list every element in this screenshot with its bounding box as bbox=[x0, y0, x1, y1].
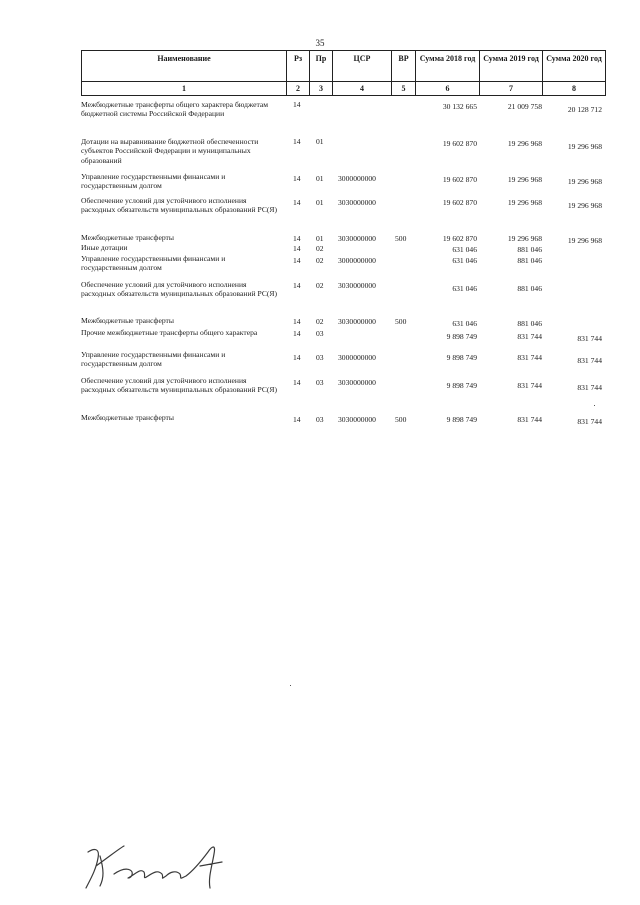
row-s2019: 21 009 758 bbox=[507, 102, 542, 111]
row-name: Межбюджетные трансферты общего характера бюджетам бюджетной системы Российской Федерации bbox=[81, 100, 269, 119]
signature-icon bbox=[70, 826, 240, 896]
row-s2018: 19 602 870 bbox=[442, 198, 477, 207]
row-s2020: 20 128 712 bbox=[567, 105, 602, 114]
header-num-4: 4 bbox=[332, 81, 392, 96]
row-pr: 02 bbox=[316, 281, 324, 290]
row-rz: 14 bbox=[293, 100, 301, 109]
row-rz: 14 bbox=[293, 174, 301, 183]
row-s2018: 9 898 749 bbox=[446, 415, 477, 424]
header-num-1: 1 bbox=[81, 81, 287, 96]
header-pr: Пр bbox=[309, 50, 333, 82]
row-pr: 03 bbox=[316, 378, 324, 387]
row-name: Обеспечение условий для устойчивого исполнения расходных обязательств муниципальных образований РС(Я) bbox=[81, 376, 278, 395]
scan-speck bbox=[594, 405, 595, 406]
header-s2018: Сумма 2018 год bbox=[415, 50, 480, 82]
row-rz: 14 bbox=[293, 234, 301, 243]
header-num-6: 6 bbox=[415, 81, 480, 96]
header-num-3: 3 bbox=[309, 81, 333, 96]
row-s2018: 631 046 bbox=[452, 256, 477, 265]
row-s2018: 631 046 bbox=[452, 319, 477, 328]
header-num-5: 5 bbox=[391, 81, 416, 96]
row-csr: 3030000000 bbox=[338, 317, 376, 326]
row-pr: 01 bbox=[316, 198, 324, 207]
row-s2019: 19 296 968 bbox=[507, 175, 542, 184]
row-csr: 3030000000 bbox=[338, 281, 376, 290]
row-pr: 01 bbox=[316, 234, 324, 243]
row-s2018: 30 132 665 bbox=[442, 102, 477, 111]
row-s2019: 19 296 968 bbox=[507, 234, 542, 243]
row-pr: 02 bbox=[316, 256, 324, 265]
row-pr: 02 bbox=[316, 317, 324, 326]
row-rz: 14 bbox=[293, 353, 301, 362]
row-name: Межбюджетные трансферты bbox=[81, 233, 174, 242]
row-csr: 3030000000 bbox=[338, 415, 376, 424]
header-s2020: Сумма 2020 год bbox=[542, 50, 606, 82]
row-rz: 14 bbox=[293, 137, 301, 146]
header-num-7: 7 bbox=[479, 81, 543, 96]
row-s2019: 881 046 bbox=[517, 284, 542, 293]
row-pr: 01 bbox=[316, 137, 324, 146]
row-s2018: 9 898 749 bbox=[446, 381, 477, 390]
row-s2019: 19 296 968 bbox=[507, 139, 542, 148]
row-name: Управление государственными финансами и государственным долгом bbox=[81, 254, 226, 273]
row-rz: 14 bbox=[293, 329, 301, 338]
row-name: Дотации на выравнивание бюджетной обеспеченности субъектов Российской Федерации и муниципальных образований bbox=[81, 137, 259, 165]
header-csr: ЦСР bbox=[332, 50, 392, 82]
row-s2018: 19 602 870 bbox=[442, 234, 477, 243]
row-csr: 3000000000 bbox=[338, 256, 376, 265]
row-s2020: 831 744 bbox=[577, 356, 602, 365]
row-s2019: 831 744 bbox=[517, 332, 542, 341]
row-rz: 14 bbox=[293, 378, 301, 387]
row-name: Обеспечение условий для устойчивого исполнения расходных обязательств муниципальных образований РС(Я) bbox=[81, 196, 278, 215]
row-vr: 500 bbox=[395, 415, 407, 424]
row-pr: 02 bbox=[316, 244, 324, 253]
row-s2020: 831 744 bbox=[577, 334, 602, 343]
row-s2018: 9 898 749 bbox=[446, 332, 477, 341]
row-name: Управление государственными финансами и государственным долгом bbox=[81, 350, 226, 369]
header-vr: ВР bbox=[391, 50, 416, 82]
row-s2019: 831 744 bbox=[517, 381, 542, 390]
row-rz: 14 bbox=[293, 281, 301, 290]
row-s2019: 881 046 bbox=[517, 256, 542, 265]
row-s2020: 19 296 968 bbox=[567, 142, 602, 151]
row-vr: 500 bbox=[395, 317, 407, 326]
row-csr: 3030000000 bbox=[338, 198, 376, 207]
page-number: 35 bbox=[315, 38, 325, 48]
row-s2020: 831 744 bbox=[577, 383, 602, 392]
row-csr: 3000000000 bbox=[338, 174, 376, 183]
row-rz: 14 bbox=[293, 317, 301, 326]
row-rz: 14 bbox=[293, 198, 301, 207]
row-name: Иные дотации bbox=[81, 243, 128, 252]
row-name: Межбюджетные трансферты bbox=[81, 413, 174, 422]
row-s2019: 881 046 bbox=[517, 319, 542, 328]
row-name: Управление государственными финансами и государственным долгом bbox=[81, 172, 226, 191]
row-rz: 14 bbox=[293, 256, 301, 265]
row-s2019: 19 296 968 bbox=[507, 198, 542, 207]
row-s2019: 881 046 bbox=[517, 245, 542, 254]
row-name: Прочие межбюджетные трансферты общего характера bbox=[81, 328, 258, 337]
row-s2018: 19 602 870 bbox=[442, 139, 477, 148]
row-s2019: 831 744 bbox=[517, 415, 542, 424]
header-rz: Рз bbox=[286, 50, 310, 82]
scan-speck bbox=[290, 685, 291, 686]
row-pr: 03 bbox=[316, 415, 324, 424]
row-name: Межбюджетные трансферты bbox=[81, 316, 174, 325]
row-s2020: 831 744 bbox=[577, 417, 602, 426]
row-s2018: 9 898 749 bbox=[446, 353, 477, 362]
row-pr: 03 bbox=[316, 353, 324, 362]
row-s2018: 631 046 bbox=[452, 284, 477, 293]
row-name: Обеспечение условий для устойчивого исполнения расходных обязательств муниципальных образований РС(Я) bbox=[81, 280, 278, 299]
row-vr: 500 bbox=[395, 234, 407, 243]
row-s2019: 831 744 bbox=[517, 353, 542, 362]
header-num-8: 8 bbox=[542, 81, 606, 96]
header-name: Наименование bbox=[81, 50, 287, 82]
header-num-2: 2 bbox=[286, 81, 310, 96]
row-s2018: 19 602 870 bbox=[442, 175, 477, 184]
row-rz: 14 bbox=[293, 244, 301, 253]
row-s2020: 19 296 968 bbox=[567, 236, 602, 245]
row-s2020: 19 296 968 bbox=[567, 177, 602, 186]
row-csr: 3030000000 bbox=[338, 378, 376, 387]
row-pr: 03 bbox=[316, 329, 324, 338]
row-s2020: 19 296 968 bbox=[567, 201, 602, 210]
row-pr: 01 bbox=[316, 174, 324, 183]
row-rz: 14 bbox=[293, 415, 301, 424]
row-csr: 3030000000 bbox=[338, 234, 376, 243]
row-csr: 3000000000 bbox=[338, 353, 376, 362]
row-s2018: 631 046 bbox=[452, 245, 477, 254]
header-s2019: Сумма 2019 год bbox=[479, 50, 543, 82]
